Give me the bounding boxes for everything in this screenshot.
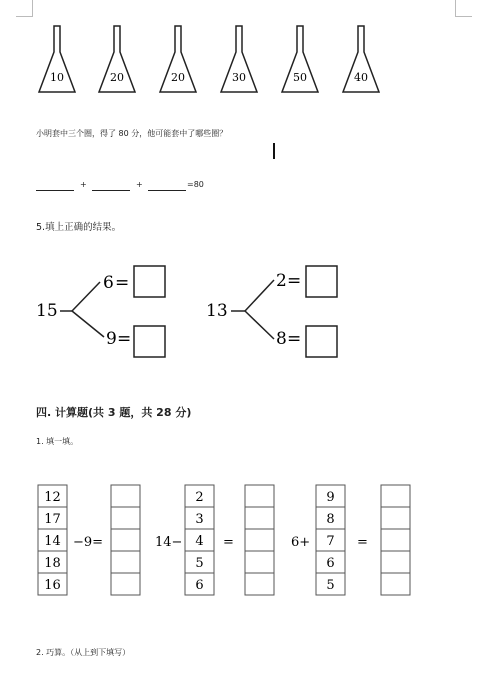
tree-1-bottom-answer-box[interactable]	[134, 326, 165, 357]
equals-sign: =	[287, 271, 302, 291]
question-1-title: 1. 填一填。	[36, 437, 79, 446]
flask-score: 10	[50, 71, 64, 84]
equals-sign: =	[287, 329, 302, 349]
ring-flask	[282, 26, 318, 92]
flask-score: 50	[293, 71, 307, 84]
tree-1-top-answer-box[interactable]	[134, 266, 165, 297]
page-corner-mark-left	[16, 0, 33, 17]
tree-2-top-answer-box[interactable]	[306, 266, 337, 297]
table-1-value: 14	[44, 534, 61, 549]
table-1-value: 17	[44, 512, 61, 527]
table-2-equals: =	[223, 535, 234, 550]
section-4-title: 四. 计算题(共 3 题，共 28 分)	[36, 406, 192, 419]
table-3-value: 6	[326, 556, 335, 571]
table-1-answer-cell[interactable]	[111, 551, 140, 573]
table-3-equals: =	[357, 535, 368, 550]
table-3-value: 9	[326, 490, 335, 505]
question-2-title: 2. 巧算。（从上到下填写）	[36, 648, 131, 657]
plus-sign: +	[80, 180, 87, 189]
tree-1-bottom-number: 9	[106, 329, 117, 349]
blank-3[interactable]	[148, 190, 186, 191]
blank-2[interactable]	[92, 190, 130, 191]
tree-1-top-number: 6	[103, 273, 114, 293]
table-3-prefix: 6+	[291, 535, 311, 550]
table-3-answer-cell[interactable]	[381, 507, 410, 529]
ring-flask	[160, 26, 196, 92]
page-corner-mark-right	[455, 0, 472, 17]
blank-1[interactable]	[36, 190, 74, 191]
calculation-tables	[0, 480, 494, 605]
tree-2-bottom-number: 8	[276, 329, 287, 349]
ring-flask	[99, 26, 135, 92]
table-2-value: 2	[195, 490, 204, 505]
equals-result: =80	[187, 180, 204, 189]
table-1-value: 12	[44, 490, 61, 505]
table-2-prefix: 14−	[155, 535, 183, 550]
section-5-title: 5.填上正确的结果。	[36, 222, 122, 233]
flask-score: 20	[171, 71, 185, 84]
flask-score: 40	[354, 71, 368, 84]
table-2-value: 5	[195, 556, 204, 571]
table-1-answer-cell[interactable]	[111, 573, 140, 595]
flask-row	[0, 20, 494, 100]
table-2-value: 6	[195, 578, 204, 593]
decomposition-trees	[0, 255, 494, 370]
table-2-answer-cell[interactable]	[245, 507, 274, 529]
table-3-value: 8	[326, 512, 335, 527]
equals-sign: =	[117, 329, 132, 349]
ring-flask	[343, 26, 379, 92]
flask-score: 30	[232, 71, 246, 84]
table-2-answer-cell[interactable]	[245, 485, 274, 507]
table-3-answer-cell[interactable]	[381, 573, 410, 595]
table-1-value: 18	[44, 556, 61, 571]
table-2-answer-cell[interactable]	[245, 551, 274, 573]
question-text: 小明套中三个圈，得了 80 分，他可能套中了哪些圈？	[36, 129, 228, 138]
table-1-answer-cell[interactable]	[111, 485, 140, 507]
table-2-answer-cell[interactable]	[245, 573, 274, 595]
tree-2-root: 13	[206, 301, 228, 321]
ring-flask	[39, 26, 75, 92]
table-1-answer-cell[interactable]	[111, 529, 140, 551]
table-3-answer-cell[interactable]	[381, 529, 410, 551]
blank-equation	[36, 180, 236, 194]
table-2-value: 3	[195, 512, 204, 527]
table-3-answer-cell[interactable]	[381, 551, 410, 573]
tree-2-bottom-answer-box[interactable]	[306, 326, 337, 357]
table-2-answer-cell[interactable]	[245, 529, 274, 551]
flask-score: 20	[110, 71, 124, 84]
table-2-value: 4	[195, 534, 204, 549]
text-cursor	[273, 143, 275, 159]
table-1-value: 16	[44, 578, 61, 593]
table-3-value: 5	[326, 578, 335, 593]
equals-sign: =	[115, 273, 130, 293]
plus-sign: +	[136, 180, 143, 189]
table-1-answer-cell[interactable]	[111, 507, 140, 529]
table-1-operator: −9=	[73, 535, 104, 550]
tree-1-root: 15	[36, 301, 58, 321]
table-3-value: 7	[326, 534, 335, 549]
tree-2-top-number: 2	[276, 271, 287, 291]
ring-flask	[221, 26, 257, 92]
table-3-answer-cell[interactable]	[381, 485, 410, 507]
